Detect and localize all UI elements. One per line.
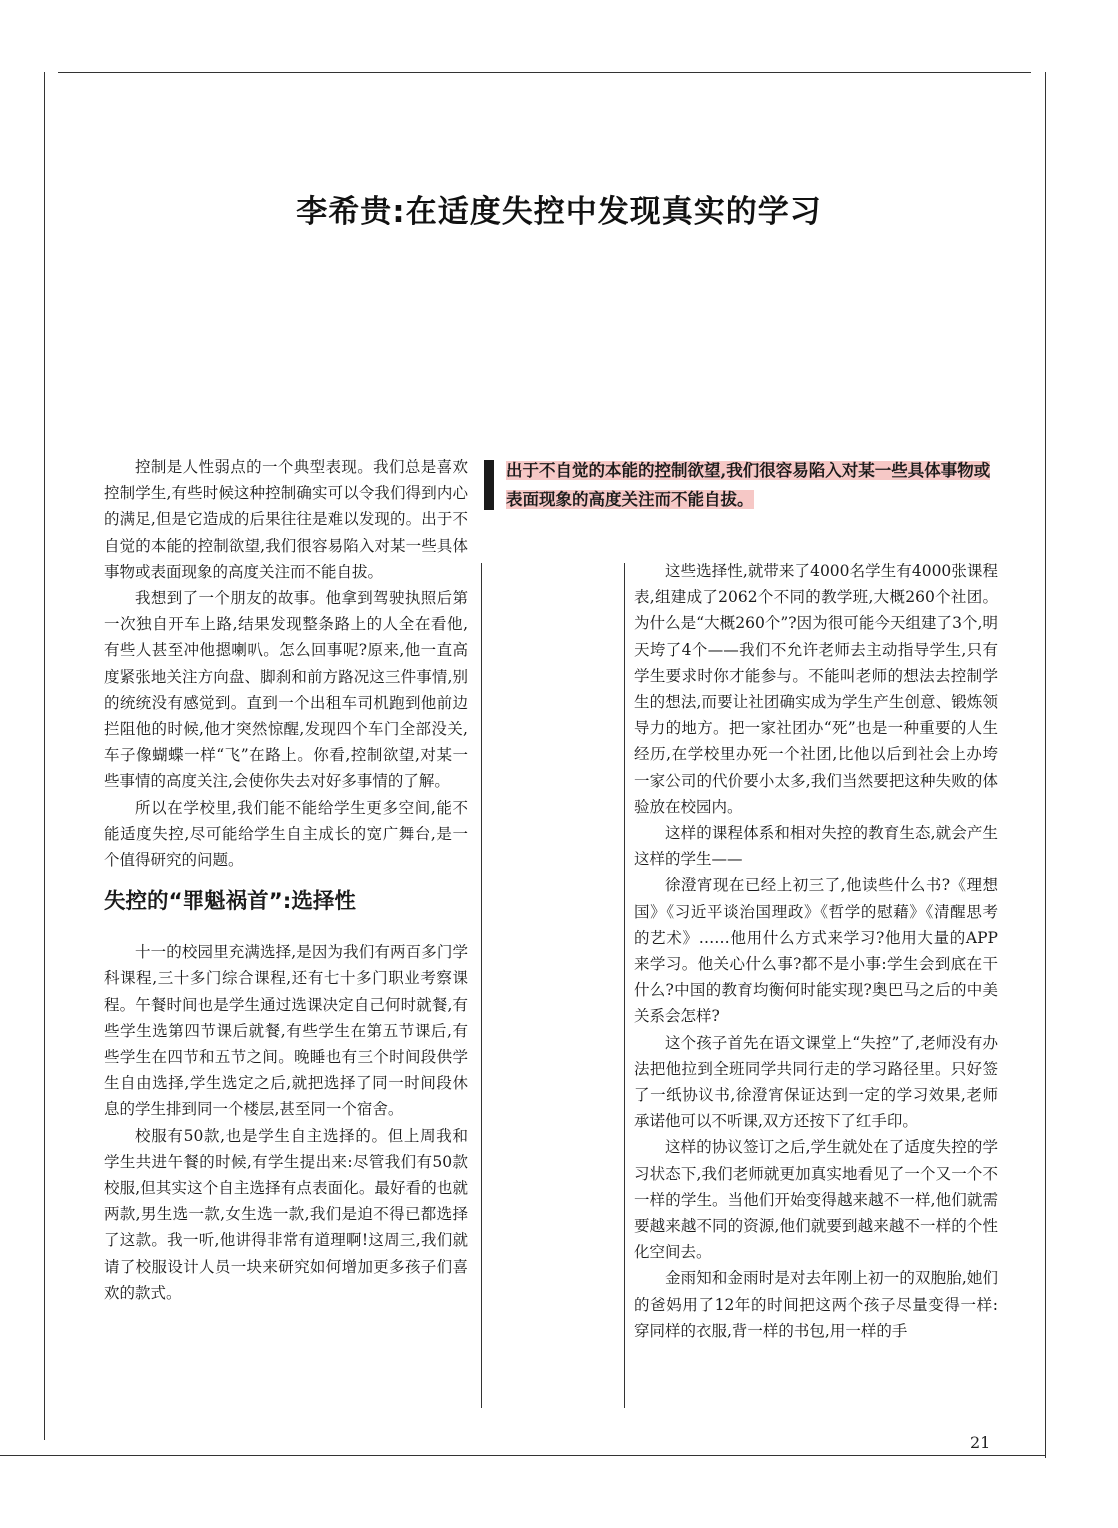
right-rule <box>1045 72 1046 1458</box>
left-rule <box>44 72 45 1440</box>
paragraph: 这样的课程体系和相对失控的教育生态,就会产生这样的学生—— <box>634 824 998 869</box>
paragraph: 控制是人性弱点的一个典型表现。我们总是喜欢控制学生,有些时候这种控制确实可以令我们得到内心的满足,但是它造成的后果往往是难以发现的。出于不自觉的本能的控制欲望,我们很容易陷入对某一些具体事物或表面现象的高度关注而不能自拔。 <box>104 458 468 581</box>
right-column <box>634 558 998 1344</box>
section-heading: 失控的“罪魁祸首”:选择性 <box>104 889 356 915</box>
pull-quote-text <box>506 456 1000 514</box>
pull-quote-highlight: 出于不自觉的本能的控制欲望,我们很容易陷入对某一些具体事物或表面现象的高度关注而不能自拔。 <box>506 461 991 509</box>
paragraph: 徐澄宵现在已经上初三了,他读些什么书?《理想国》《习近平谈治国理政》《哲学的慰藉》《清醒思考的艺术》……他用什么方式来学习?他用大量的APP来学习。他关心什么事?都不是小事:学生会到底在干什么?中国的教育均衡何时能实现?奥巴马之后的中美关系会怎样? <box>634 876 998 1026</box>
paragraph: 十一的校园里充满选择,是因为我们有两百多门学科课程,三十多门综合课程,还有七十多门职业考察课程。午餐时间也是学生通过选课决定自己何时就餐,有些学生选第四节课后就餐,有些学生在第五节课后,有些学生在四节和五节之间。晚睡也有三个时间段供学生自由选择,学生选定之后,就把选择了同一时间段休息的学生排到同一个楼层,甚至同一个宿舍。 <box>104 943 468 1119</box>
article-title: 李希贵:在适度失控中发现真实的学习 <box>296 194 822 230</box>
column-divider-left <box>481 563 482 1408</box>
paragraph: 校服有50款,也是学生自主选择的。但上周我和学生共进午餐的时候,有学生提出来:尽管我们有50款校服,但其实这个自主选择有点表面化。最好看的也就两款,男生选一款,女生选一款,我们是迫不得已都选择了这款。我一听,他讲得非常有道理啊!这周三,我们就请了校服设计人员一块来研究如何增加更多孩子们喜欢的款式。 <box>104 1126 468 1302</box>
bottom-rule <box>0 1455 1046 1456</box>
paragraph: 金雨知和金雨时是对去年刚上初一的双胞胎,她们的爸妈用了12年的时间把这两个孩子尽量变得一样:穿同样的衣服,背一样的书包,用一样的手 <box>634 1269 998 1340</box>
paragraph: 这样的协议签订之后,学生就处在了适度失控的学习状态下,我们老师就更加真实地看见了一个又一个不一样的学生。当他们开始变得越来越不一样,他们就需要越来越不同的资源,他们就要到越来越不一样的个性化空间去。 <box>634 1138 998 1262</box>
paragraph: 所以在学校里,我们能不能给学生更多空间,能不能适度失控,尽可能给学生自主成长的宽广舞台,是一个值得研究的问题。 <box>104 798 468 870</box>
page-number: 21 <box>970 1433 991 1452</box>
pull-quote-bar <box>484 460 494 510</box>
paragraph: 这个孩子首先在语文课堂上“失控”了,老师没有办法把他拉到全班同学共同行走的学习路径里。只好签了一纸协议书,徐澄宵保证达到一定的学习效果,老师承诺他可以不听课,双方还按下了红手印。 <box>634 1033 998 1131</box>
left-column <box>104 454 468 1306</box>
top-rule <box>58 72 1031 73</box>
paragraph: 这些选择性,就带来了4000名学生有4000张课程表,组建成了2062个不同的教学班,大概260个社团。为什么是“大概260个”?因为很可能今天组建了3个,明天垮了4个——我们不允许老师去主动指导学生,只有学生要求时你才能参与。不能叫老师的想法去控制学生的想法,而要让社团确实成为学生产生创意、锻炼领导力的地方。把一家社团办“死”也是一种重要的人生经历,在学校里办死一个社团,比他以后到社会上办垮一家公司的代价要小太多,我们当然要把这种失败的体验放在校园内。 <box>634 562 998 816</box>
column-divider-right <box>624 563 625 1408</box>
paragraph: 我想到了一个朋友的故事。他拿到驾驶执照后第一次独自开车上路,结果发现整条路上的人全在看他,有些人甚至冲他摁喇叭。怎么回事呢?原来,他一直高度紧张地关注方向盘、脚刹和前方路况这三件事情,别的统统没有感觉到。直到一个出租车司机跑到他前边拦阻他的时候,他才突然惊醒,发现四个车门全部没关,车子像蝴蝶一样“飞”在路上。你看,控制欲望,对某一些事情的高度关注,会使你失去对好多事情的了解。 <box>104 589 468 791</box>
